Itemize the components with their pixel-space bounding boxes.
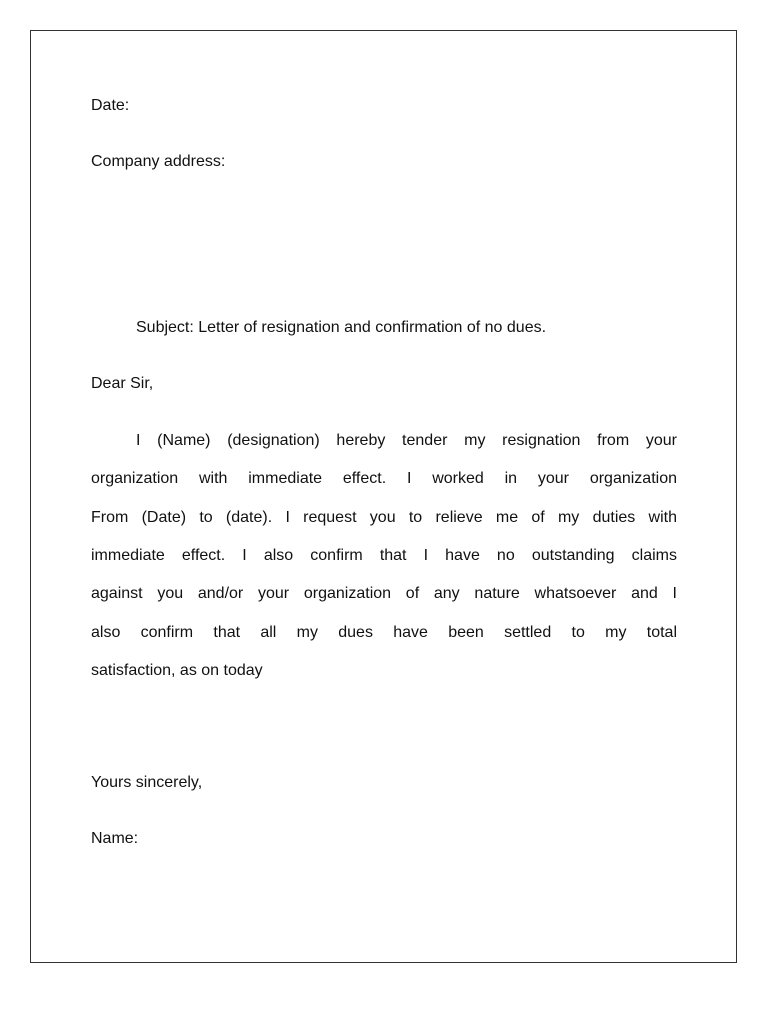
body-line: organization with immediate effect. I worked in your organization: [91, 470, 677, 487]
salutation: Dear Sir,: [91, 375, 154, 392]
body-line: I (Name) (designation) hereby tender my resignation from your: [136, 432, 677, 449]
name-label: Name:: [91, 830, 139, 847]
subject-line: Subject: Letter of resignation and confirmation of no dues.: [136, 319, 547, 336]
body-line: satisfaction, as on today: [91, 662, 263, 679]
body-line: From (Date) to (date). I request you to relieve me of my duties with: [91, 509, 677, 526]
body-line: immediate effect. I also confirm that I have no outstanding claims: [91, 547, 677, 564]
body-line: also confirm that all my dues have been settled to my total: [91, 624, 677, 641]
company-address-label: Company address:: [91, 153, 226, 170]
closing: Yours sincerely,: [91, 774, 203, 791]
body-line: against you and/or your organization of any nature whatsoever and I: [91, 585, 677, 602]
date-label: Date:: [91, 97, 130, 114]
